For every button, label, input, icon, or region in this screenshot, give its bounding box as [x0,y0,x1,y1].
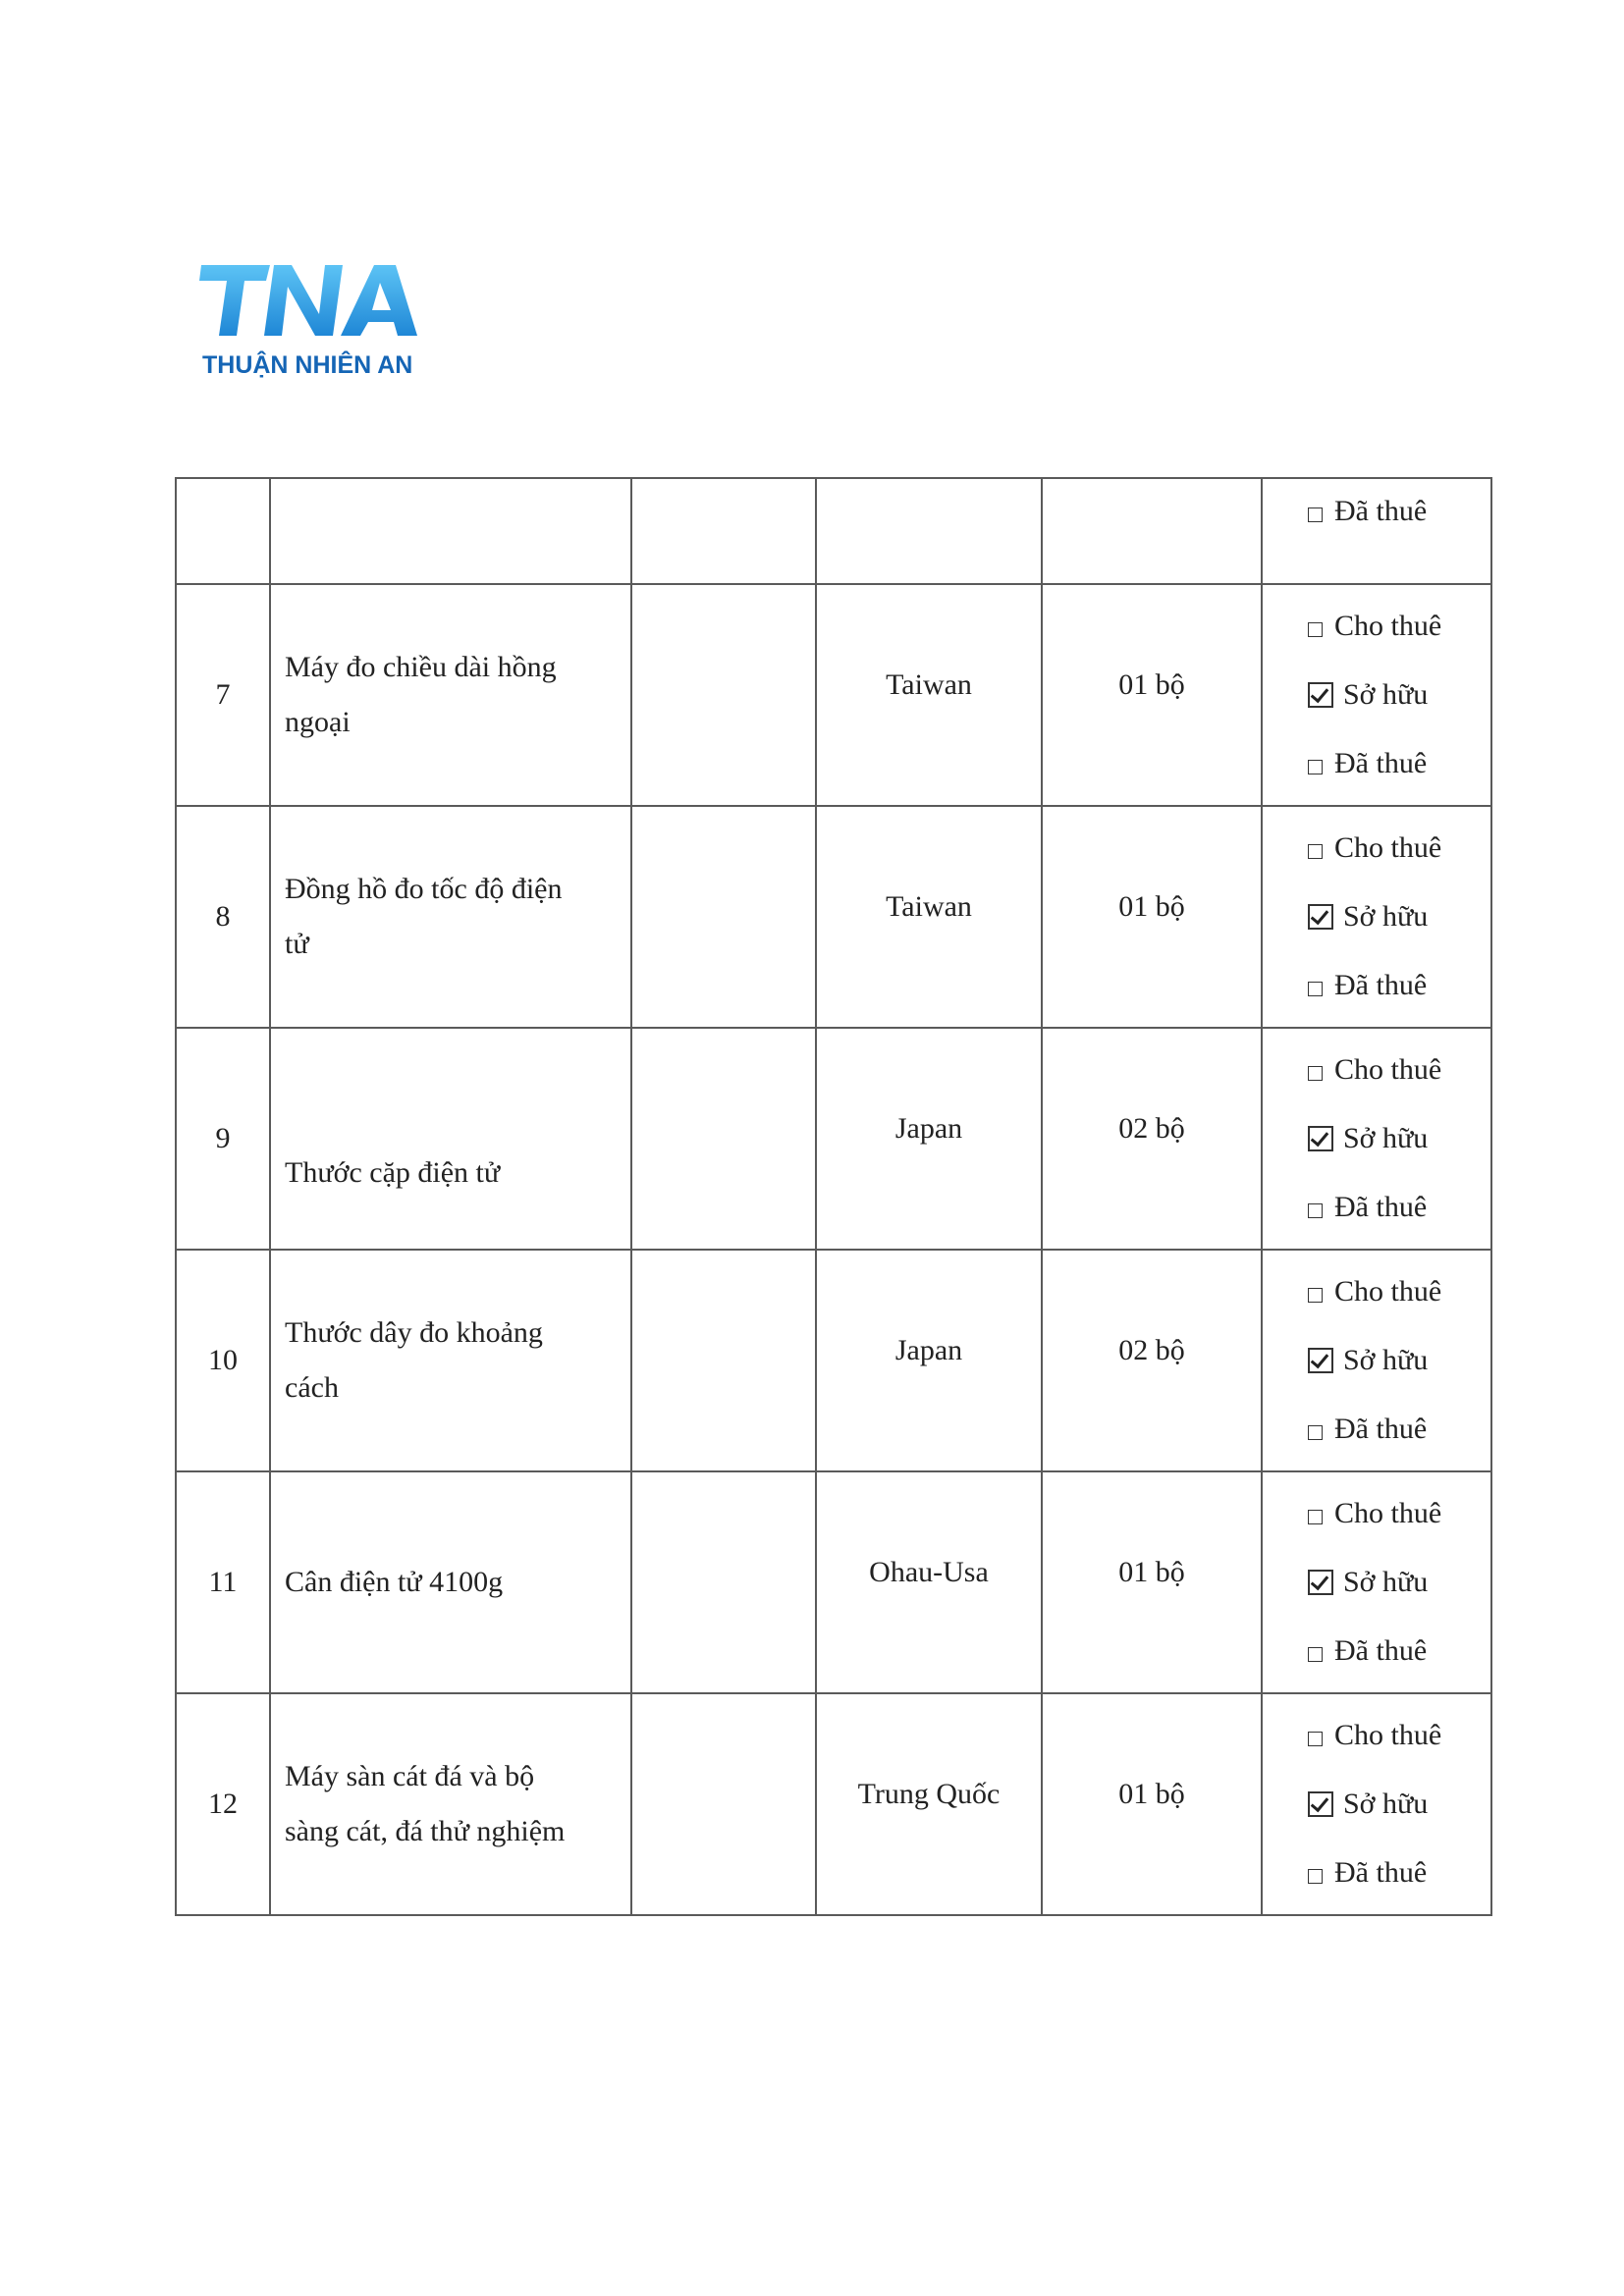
company-logo [199,257,435,385]
status-label: Cho thuê [1334,1053,1442,1086]
status-option [1308,1770,1490,1839]
equipment-name-line: Đồng hồ đo tốc độ điện [285,873,563,905]
status-option [1308,1701,1490,1770]
status-label: Cho thuê [1334,610,1442,642]
status-label: Sở hữu [1343,1122,1429,1154]
table-row [176,1693,1491,1915]
cell-no: 9 [176,1028,270,1250]
status-option [1308,1617,1490,1685]
status-label: Đã thuê [1334,495,1428,527]
empty-square-icon [1308,1203,1323,1218]
empty-square-icon [1308,1510,1323,1524]
status-label: Sở hữu [1343,1344,1429,1376]
cell-status [1262,1471,1491,1693]
cell-qty [1042,1028,1262,1250]
origin-text: Taiwan [886,668,972,701]
empty-square-icon [1308,1425,1323,1440]
table-row [176,584,1491,806]
empty-square-icon [1308,1732,1323,1746]
empty-square-icon [1308,1288,1323,1303]
empty-square-icon [1308,1869,1323,1884]
quantity-text: 01 bộ [1118,668,1185,701]
cell-origin [816,584,1042,806]
cell-name [270,1471,631,1693]
cell-blank [631,1471,816,1693]
quantity-text: 02 bộ [1118,1112,1185,1145]
cell-qty [1042,1693,1262,1915]
cell-no: 7 [176,584,270,806]
status-label: Sở hữu [1343,678,1429,711]
cell-origin [816,1028,1042,1250]
equipment-name-line: tử [285,928,309,960]
cell-origin [816,478,1042,584]
status-option [1308,951,1490,1020]
status-option [1308,1395,1490,1464]
quantity-text: 01 bộ [1118,1778,1185,1810]
status-option [1308,729,1490,798]
cell-name [270,1250,631,1471]
cell-no: 12 [176,1693,270,1915]
table-row [176,1471,1491,1693]
cell-name [270,1028,631,1250]
status-option [1308,661,1490,729]
cell-no: 10 [176,1250,270,1471]
cell-blank [631,806,816,1028]
cell-origin [816,1471,1042,1693]
status-option [1308,1173,1490,1242]
equipment-table [175,477,1492,1916]
cell-origin [816,806,1042,1028]
cell-no: 11 [176,1471,270,1693]
status-label: Đã thuê [1334,1634,1428,1667]
cell-qty [1042,1250,1262,1471]
status-option [1308,1257,1490,1326]
status-option [1308,1036,1490,1104]
checked-square-icon [1308,1570,1333,1595]
equipment-name-line: Cân điện tử 4100g [285,1566,504,1598]
logo-company-name: THUẬN NHIÊN AN [202,351,413,379]
quantity-text: 01 bộ [1118,890,1185,923]
status-label: Cho thuê [1334,1719,1442,1751]
origin-text: Trung Quốc [857,1778,1001,1810]
status-label: Cho thuê [1334,831,1442,864]
equipment-name-line: Thước cặp điện tử [285,1156,501,1189]
cell-status [1262,1250,1491,1471]
empty-square-icon [1308,1066,1323,1081]
equipment-name-line: sàng cát, đá thử nghiệm [285,1815,566,1847]
table-row-continued [176,478,1491,584]
cell-name [270,806,631,1028]
origin-text: Japan [894,1112,963,1145]
quantity-text: 01 bộ [1118,1556,1185,1588]
table-row [176,1250,1491,1471]
cell-origin [816,1693,1042,1915]
cell-name [270,478,631,584]
equipment-name-line: cách [285,1371,339,1404]
status-label: Sở hữu [1343,1788,1429,1820]
cell-qty [1042,1471,1262,1693]
empty-square-icon [1308,507,1323,522]
status-label: Đã thuê [1334,747,1428,779]
status-option [1308,1839,1490,1907]
status-option [1308,1326,1490,1395]
equipment-name-line: Máy sàn cát đá và bộ [285,1760,535,1792]
tna-logo-graphic [199,257,435,385]
status-option [1308,814,1490,882]
cell-qty [1042,806,1262,1028]
logo-letter-n [264,265,343,336]
cell-origin [816,1250,1042,1471]
cell-no: 8 [176,806,270,1028]
checked-square-icon [1308,1126,1333,1151]
cell-name [270,584,631,806]
logo-letter-t [199,265,270,336]
status-option [1308,592,1490,661]
empty-square-icon [1308,844,1323,859]
cell-no [176,478,270,584]
status-label: Cho thuê [1334,1497,1442,1529]
checked-square-icon [1308,1348,1333,1373]
status-label: Sở hữu [1343,1566,1429,1598]
origin-text: Ohau-Usa [869,1556,989,1588]
cell-status [1262,478,1491,584]
origin-text: Taiwan [886,890,972,923]
status-label: Đã thuê [1334,1856,1428,1889]
cell-blank [631,478,816,584]
checked-square-icon [1308,682,1333,708]
empty-square-icon [1308,1647,1323,1662]
status-option [1308,1548,1490,1617]
checked-square-icon [1308,904,1333,930]
equipment-name-line: Thước dây đo khoảng [285,1316,543,1349]
empty-square-icon [1308,982,1323,996]
table-row [176,806,1491,1028]
cell-status [1262,1693,1491,1915]
status-label: Đã thuê [1334,1191,1428,1223]
status-option-rented [1308,482,1490,541]
equipment-name-line: Máy đo chiều dài hồng [285,651,557,683]
status-label: Cho thuê [1334,1275,1442,1308]
quantity-text: 02 bộ [1118,1334,1185,1366]
cell-blank [631,1693,816,1915]
status-label: Đã thuê [1334,1413,1428,1445]
empty-square-icon [1308,760,1323,774]
checked-square-icon [1308,1791,1333,1817]
empty-square-icon [1308,622,1323,637]
origin-text: Japan [894,1334,963,1366]
status-label: Đã thuê [1334,969,1428,1001]
cell-status [1262,1028,1491,1250]
status-option [1308,1104,1490,1173]
cell-name [270,1693,631,1915]
cell-status [1262,806,1491,1028]
cell-qty [1042,478,1262,584]
equipment-name-line: ngoại [285,706,351,738]
cell-blank [631,1028,816,1250]
cell-status [1262,584,1491,806]
cell-blank [631,584,816,806]
status-label: Sở hữu [1343,900,1429,933]
status-option [1308,882,1490,951]
table-row [176,1028,1491,1250]
cell-blank [631,1250,816,1471]
status-option [1308,1479,1490,1548]
cell-qty [1042,584,1262,806]
